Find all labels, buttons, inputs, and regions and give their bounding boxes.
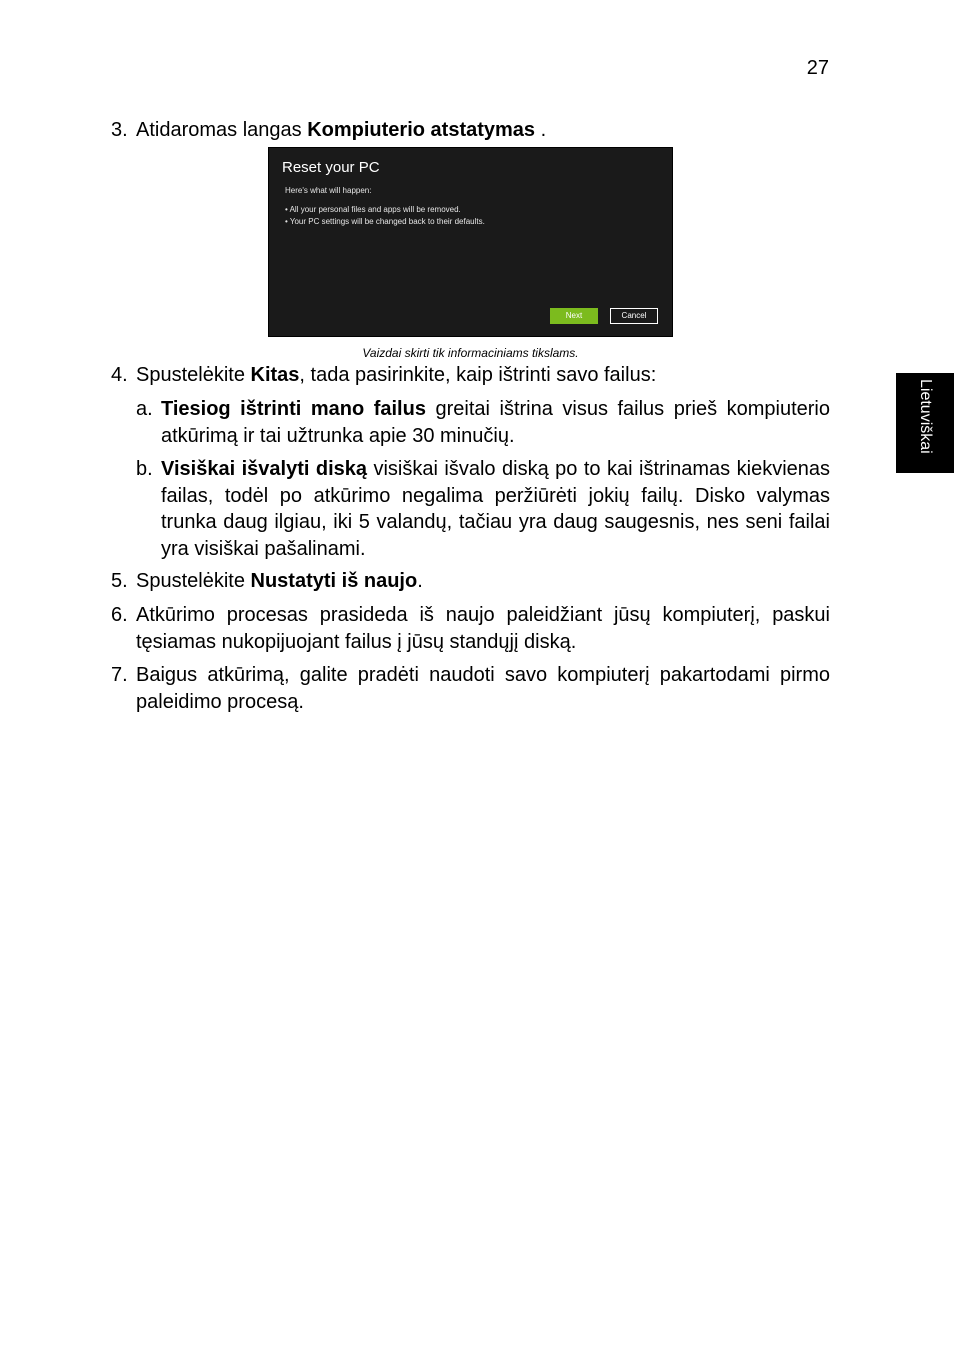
reset-pc-subtitle: Here's what will happen: [285,186,372,195]
step-4b-text: visiškai išvalo diską po to kai ištrinamas kiekvienas failas, todėl po atkūrimo negalima peržiūrėti jokių failų. Disko valymas trunka daug ilgiau, iki 5 valandų, tačiau yra daug saugesnis, nes seni failai yra visiškai pašalinami. [161,458,831,560]
step-7-text: Baigus atkūrimą, galite pradėti naudoti savo kompiuterį pakartodami pirmo paleidimo procesą. [136,664,830,713]
step-5 [111,568,831,595]
step-4-text: Spustelėkite [136,364,251,386]
step-3-text: Atidaromas langas [136,119,308,141]
language-side-tab [896,373,954,473]
step-7 [111,662,830,715]
step-4a [136,396,830,449]
cancel-button[interactable]: Cancel [610,308,658,324]
step-3-number: 3. [111,119,128,141]
step-3-bold: Kompiuterio atstatymas [307,119,536,141]
step-6-number: 6. [111,604,128,626]
step-3 [111,117,831,144]
reset-pc-title: Reset your PC [282,159,380,176]
step-4b-letter: b. [136,458,153,480]
reset-pc-screenshot [268,147,673,337]
step-6-text: Atkūrimo procesas prasideda iš naujo paleidžiant jūsų kompiuterį, paskui tęsiamas nukopijuojant failus į jūsų standųjį diską. [136,604,830,653]
step-7-number: 7. [111,664,128,686]
step-4-bold: Kitas [250,364,300,386]
step-4a-letter: a. [136,398,153,420]
step-5-number: 5. [111,570,128,592]
step-4-number: 4. [111,364,128,386]
step-4b [136,456,830,562]
next-button[interactable]: Next [550,308,598,324]
step-4-after: , tada pasirinkite, kaip ištrinti savo failus: [299,364,657,386]
step-4b-bold: Visiškai išvalyti diską [161,458,368,480]
step-4a-text: greitai ištrina visus failus prieš kompiuterio atkūrimą ir tai užtrunka apie 30 minučių. [161,398,830,447]
step-5-after: . [417,570,423,592]
page-number: 27 [806,57,829,79]
step-3-after: . [535,119,547,141]
reset-pc-line-2: • Your PC settings will be changed back to their defaults. [285,217,485,226]
step-4a-bold: Tiesiog ištrinti mano failus [161,398,426,420]
step-6 [111,602,830,655]
step-4 [111,362,831,389]
image-caption: Vaizdai skirti tik informaciniams tikslams. [362,346,579,360]
step-5-text: Spustelėkite [136,570,251,592]
step-5-bold: Nustatyti iš naujo [250,570,418,592]
language-tab-label: Lietuviškai [917,379,934,454]
reset-pc-line-1: • All your personal files and apps will be removed. [285,205,461,214]
